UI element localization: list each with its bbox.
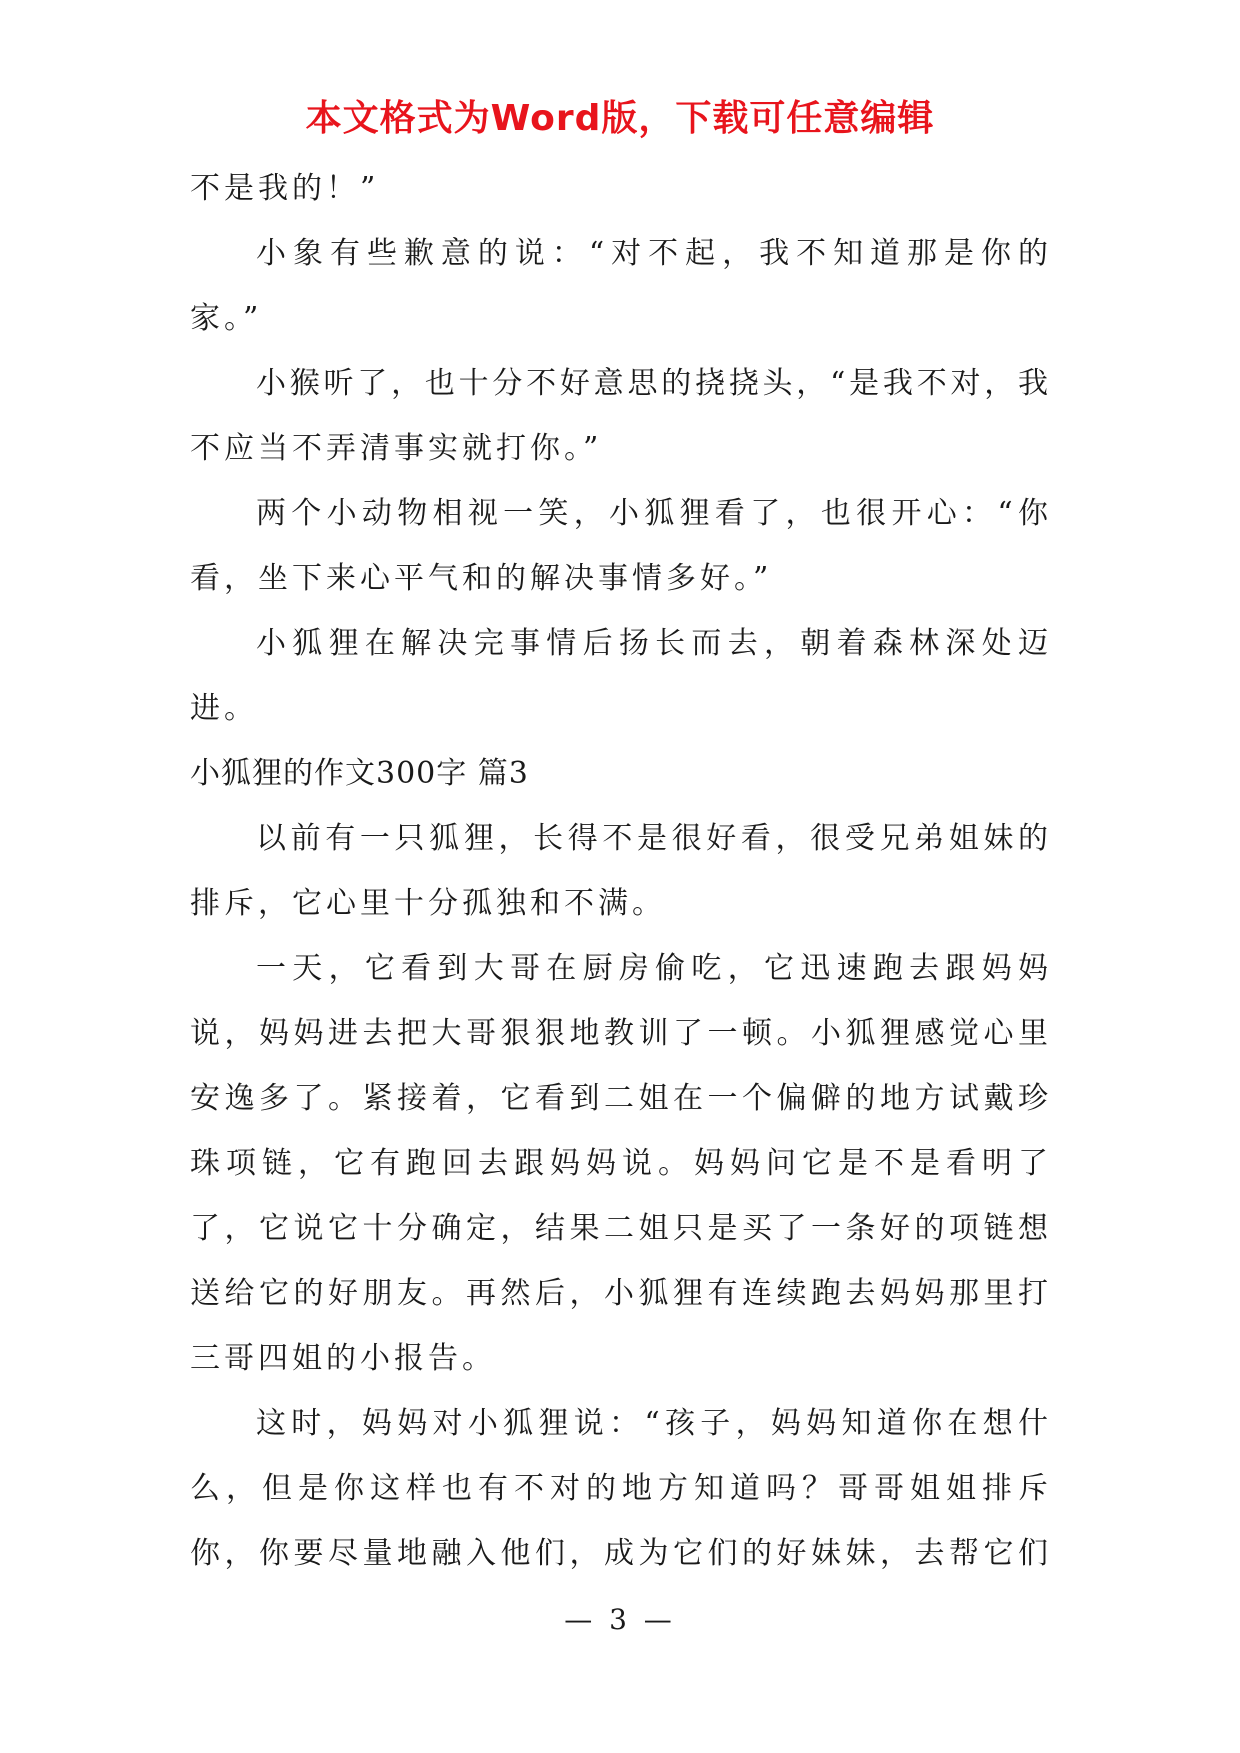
section-heading: 小狐狸的作文300字 篇3 xyxy=(190,756,529,791)
page-number: — 3 — xyxy=(564,1603,676,1636)
paragraph-start-line: 两个小动物相视一笑，小狐狸看了，也很开心：“你 xyxy=(256,496,1050,531)
text-line: 三哥四姐的小报告。 xyxy=(190,1341,496,1376)
text-line: 你，你要尽量地融入他们，成为它们的好妹妹，去帮它们 xyxy=(190,1536,1050,1571)
text-line: 排斥，它心里十分孤独和不满。 xyxy=(190,886,666,921)
text-line: 不应当不弄清事实就打你。” xyxy=(190,431,603,466)
text-line: 说，妈妈进去把大哥狠狠地教训了一顿。小狐狸感觉心里 xyxy=(190,1016,1050,1051)
paragraph-start-line: 小象有些歉意的说：“对不起，我不知道那是你的 xyxy=(256,236,1050,271)
paragraph-start-line: 这时，妈妈对小狐狸说：“孩子，妈妈知道你在想什 xyxy=(256,1406,1050,1441)
text-line: 看，坐下来心平气和的解决事情多好。” xyxy=(190,561,773,596)
paragraph-start-line: 一天，它看到大哥在厨房偷吃，它迅速跑去跟妈妈 xyxy=(256,951,1050,986)
text-line: 安逸多了。紧接着，它看到二姐在一个偏僻的地方试戴珍 xyxy=(190,1081,1050,1116)
paragraph-start-line: 小狐狸在解决完事情后扬长而去，朝着森林深处迈 xyxy=(256,626,1050,661)
text-line: 进。 xyxy=(190,691,258,726)
text-line: 送给它的好朋友。再然后，小狐狸有连续跑去妈妈那里打 xyxy=(190,1276,1050,1311)
text-line: 了，它说它十分确定，结果二姐只是买了一条好的项链想 xyxy=(190,1211,1050,1246)
text-line: 么，但是你这样也有不对的地方知道吗？哥哥姐姐排斥 xyxy=(190,1471,1050,1506)
paragraph-start-line: 以前有一只狐狸，长得不是很好看，很受兄弟姐妹的 xyxy=(256,821,1050,856)
text-line: 家。” xyxy=(190,301,263,336)
text-line: 不是我的！” xyxy=(190,171,380,206)
body-text xyxy=(190,156,1050,1586)
paragraph-start-line: 小猴听了，也十分不好意思的挠挠头，“是我不对，我 xyxy=(256,366,1050,401)
download-banner: 本文格式为Word版，下载可任意编辑 xyxy=(305,98,935,139)
text-line: 珠项链，它有跑回去跟妈妈说。妈妈问它是不是看明了 xyxy=(190,1146,1050,1181)
